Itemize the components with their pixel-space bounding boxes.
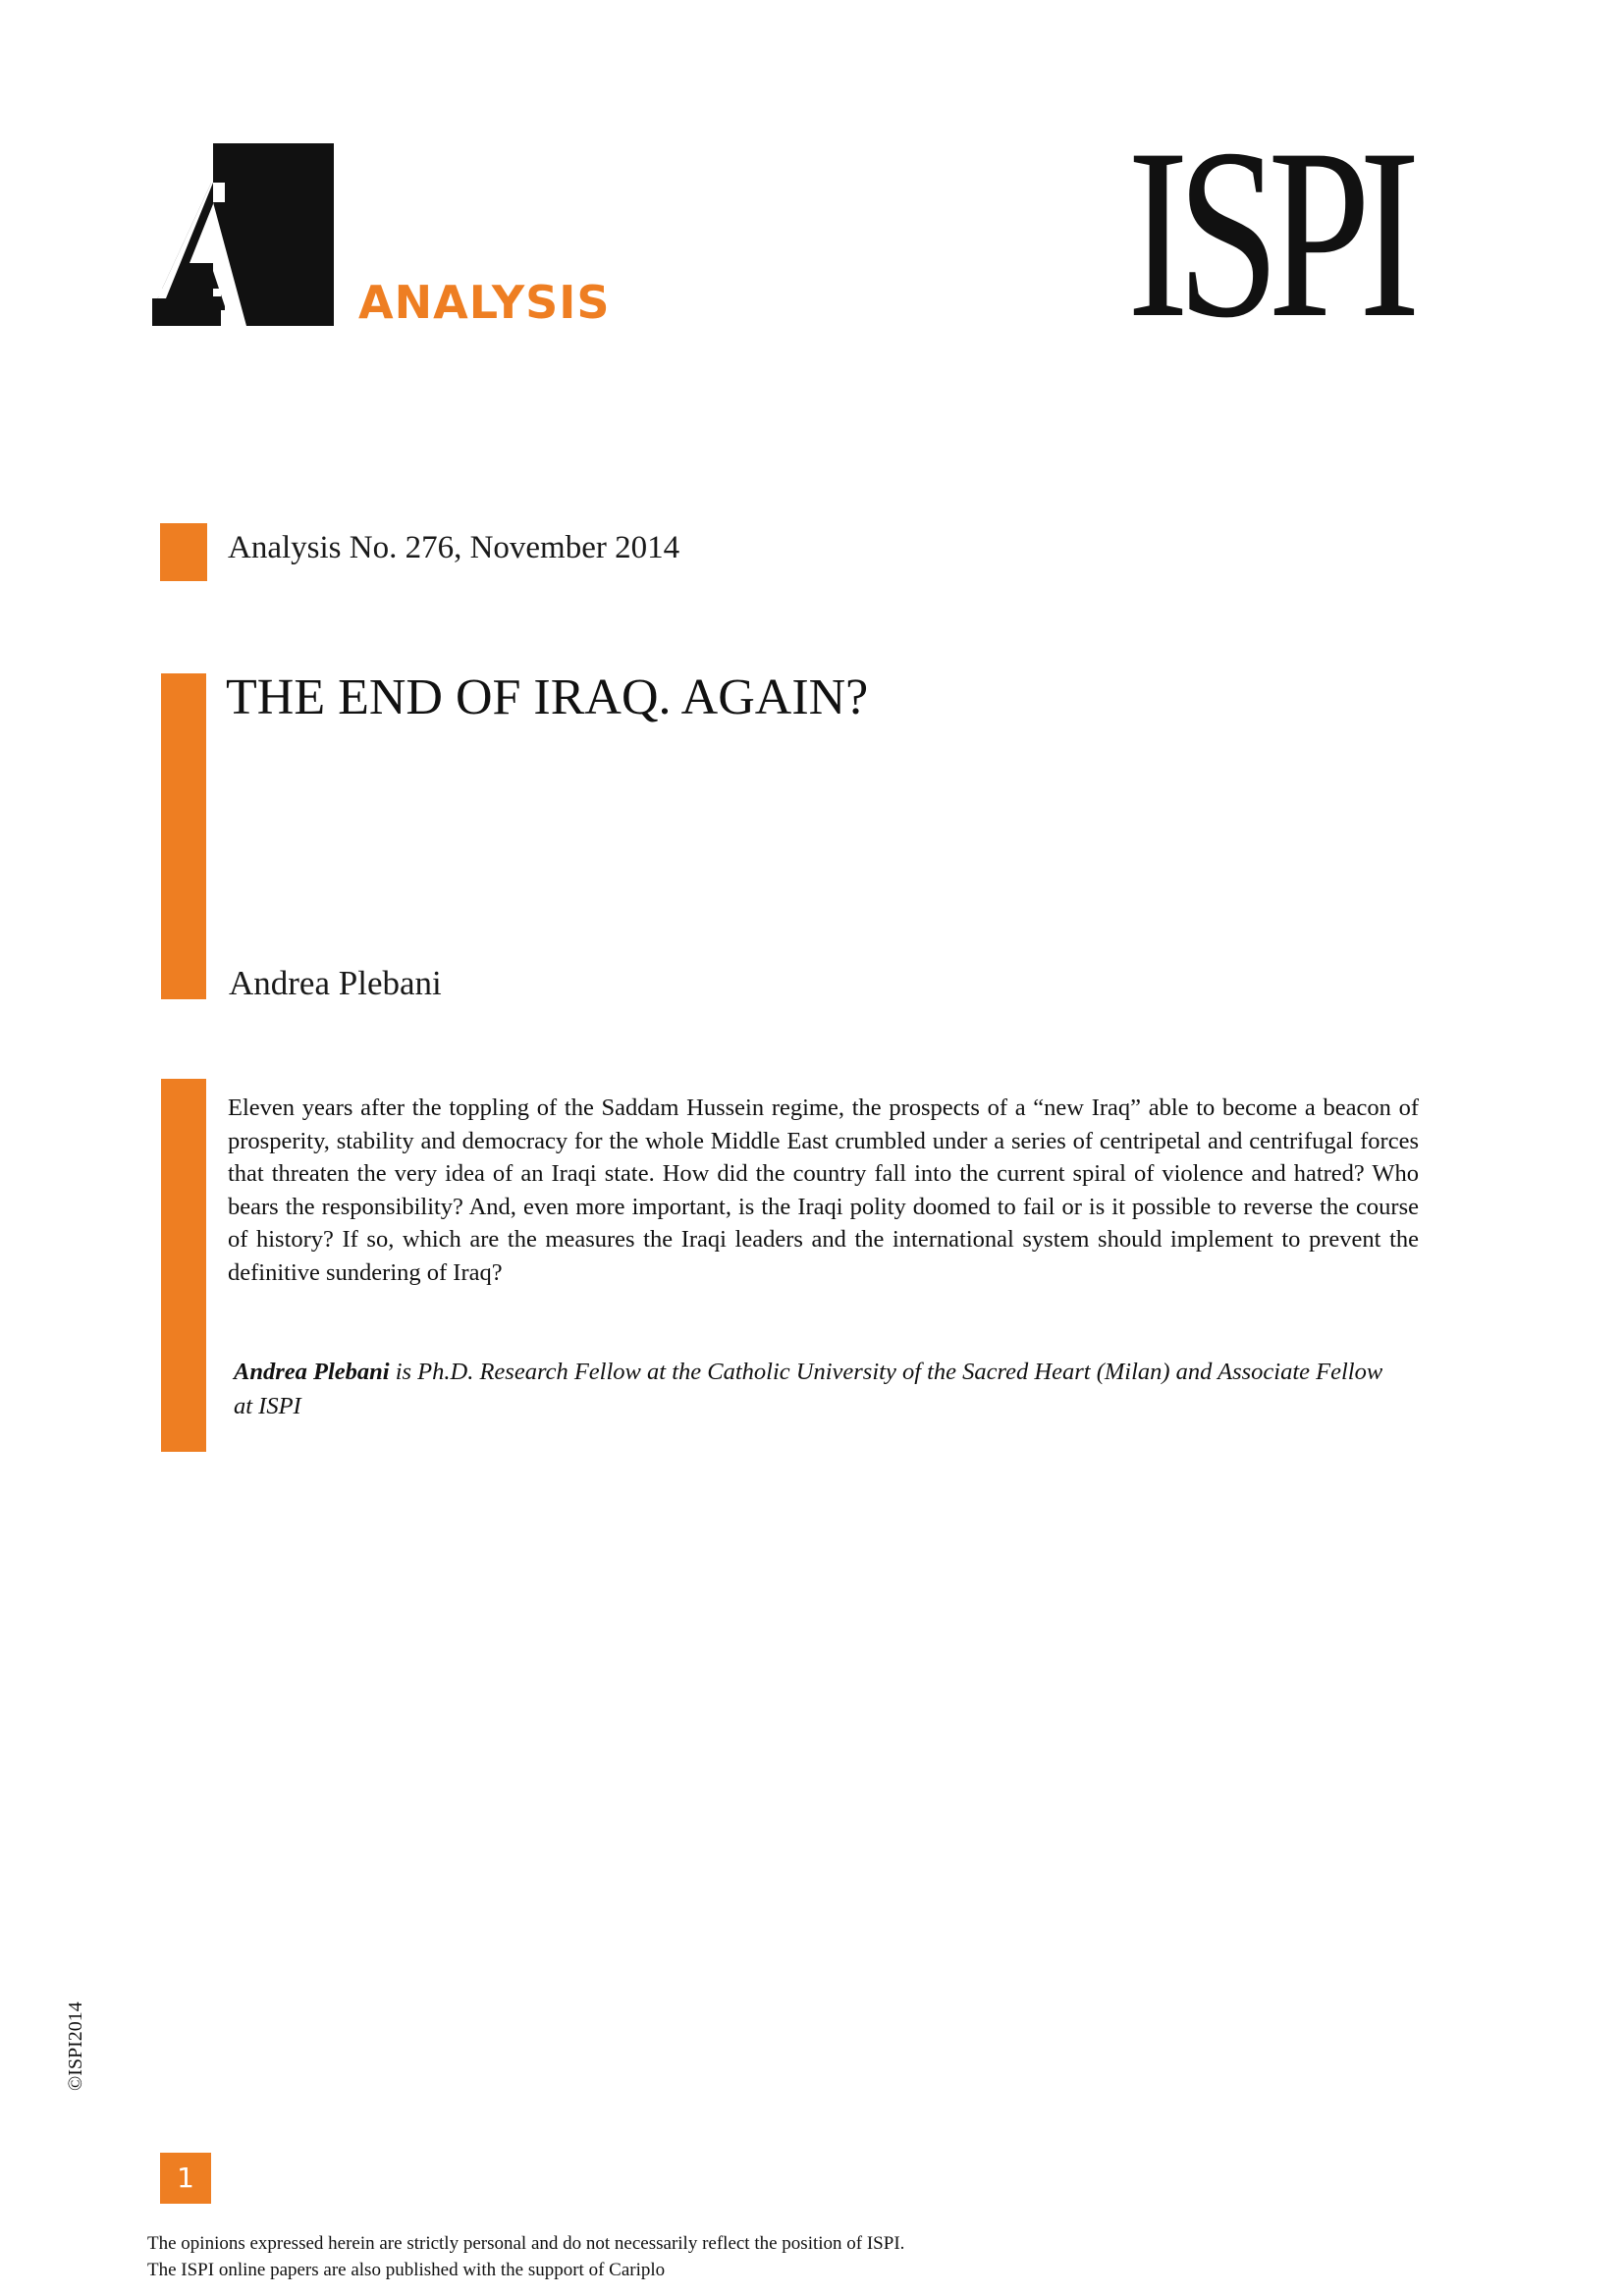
page-title: THE END OF IRAQ. AGAIN? <box>226 669 869 725</box>
abstract-accent-bar <box>161 1079 206 1452</box>
title-accent-bar <box>161 673 206 999</box>
analysis-logo-word: ANALYSIS <box>358 276 611 329</box>
series-accent-bar <box>160 523 207 581</box>
copyright-notice: ©ISPI2014 <box>65 2002 86 2091</box>
analysis-logo-mark <box>152 143 334 326</box>
abstract-paragraph: Eleven years after the toppling of the Saddam Hussein regime, the prospects of a “new Iraq” able to become a beacon of prosperity, stability and democracy for the whole Middle East crumbled under a series of centripetal and centrifugal forces that threaten the very idea of an Iraqi state. How did the country fall into the current spiral of violence and hatred? Who bears the responsibility? And, even more important, is the Iraqi polity doomed to fail or is it possible to reverse the course of history? If so, which are the measures the Iraqi leaders and the international system should implement to prevent the definitive sundering of Iraq? <box>228 1095 1419 1286</box>
footer-disclaimer <box>147 2230 904 2283</box>
series-line: Analysis No. 276, November 2014 <box>228 530 680 565</box>
footer-line-2: The ISPI online papers are also published with the support of Cariplo <box>147 2260 666 2280</box>
author-name: Andrea Plebani <box>229 964 442 1002</box>
footer-line-1: The opinions expressed herein are strictly personal and do not necessarily reflect the position of ISPI. <box>147 2233 905 2254</box>
bio-text: is Ph.D. Research Fellow at the Catholic University of the Sacred Heart (Milan) and Associate Fellow at ISPI <box>234 1359 1383 1419</box>
author-bio <box>234 1355 1392 1423</box>
page-number: 1 <box>160 2153 211 2204</box>
ispi-logo: ISPI <box>1127 98 1409 368</box>
bio-author-name: Andrea Plebani <box>234 1359 390 1385</box>
